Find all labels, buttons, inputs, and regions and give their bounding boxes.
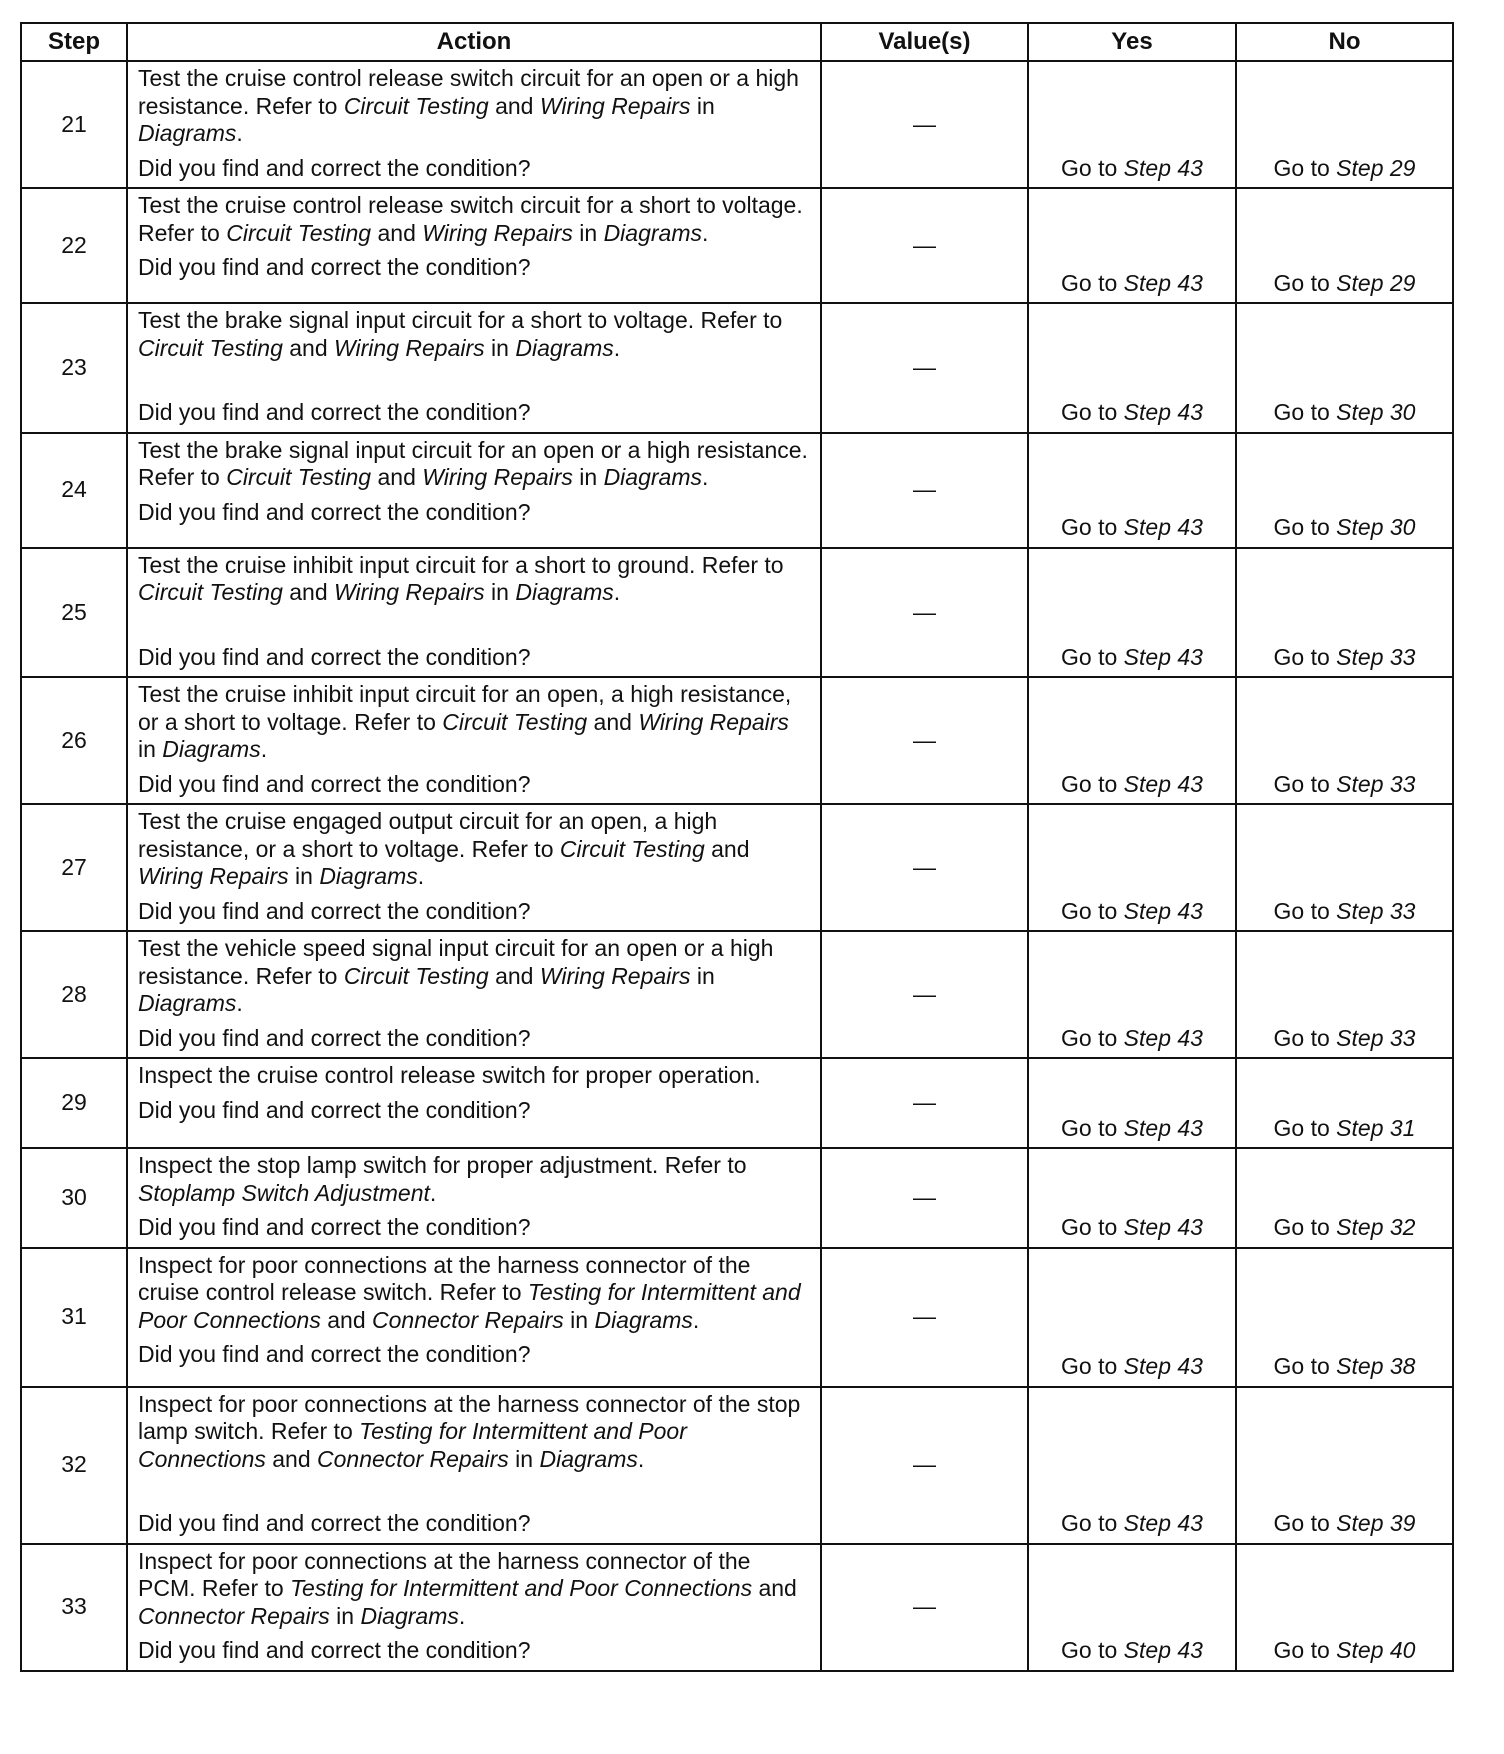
yes-cell (1028, 303, 1236, 433)
action-cell (127, 61, 821, 188)
yes-cell (1028, 677, 1236, 804)
yes-goto-text: Go to (1061, 269, 1124, 296)
action-text: Test the cruise control release switch circuit for a short to voltage. Refer to (138, 192, 803, 246)
action-question: Did you find and correct the condition? (138, 1637, 531, 1663)
yes-step-reference: Step 43 (1123, 1114, 1203, 1141)
header-step: Step (21, 23, 127, 61)
header-row (21, 23, 1453, 61)
step-number: 33 (21, 1544, 127, 1671)
action-text: and (488, 962, 540, 989)
yes-cell (1028, 433, 1236, 548)
action-text: in (690, 92, 715, 119)
no-step-reference: Step 31 (1336, 1114, 1416, 1141)
yes-goto-text: Go to (1061, 1353, 1124, 1379)
value-cell: — (821, 931, 1028, 1058)
action-question: Did you find and correct the condition? (138, 1096, 531, 1123)
action-text: in (484, 334, 516, 361)
reference-text: Wiring Repairs (539, 962, 691, 989)
reference-text: Wiring Repairs (422, 219, 573, 246)
action-text: and (488, 92, 540, 119)
action-question: Did you find and correct the condition? (138, 1214, 531, 1240)
reference-text: Diagrams (162, 736, 261, 762)
yes-cell (1028, 548, 1236, 678)
no-cell (1236, 1387, 1453, 1544)
no-cell (1236, 1148, 1453, 1248)
reference-text: Testing for Intermittent and Poor Connections (290, 1575, 753, 1601)
no-cell (1236, 1058, 1453, 1148)
step-number: 28 (21, 931, 127, 1058)
table-row (21, 548, 1453, 678)
yes-goto-text: Go to (1061, 643, 1124, 670)
action-text: in (690, 962, 715, 989)
action-question: Did you find and correct the condition? (138, 1341, 531, 1367)
yes-step-reference: Step 43 (1123, 1353, 1203, 1379)
action-text: and (282, 579, 335, 605)
action-question: Did you find and correct the condition? (138, 770, 531, 797)
no-step-reference: Step 33 (1336, 897, 1416, 924)
step-number: 22 (21, 188, 127, 303)
action-description (138, 1152, 810, 1207)
yes-cell (1028, 1058, 1236, 1148)
reference-text: Circuit Testing (226, 219, 372, 246)
table-row (21, 61, 1453, 188)
reference-text: Wiring Repairs (334, 579, 485, 605)
yes-goto-text: Go to (1061, 1637, 1124, 1663)
reference-text: Wiring Repairs (638, 708, 789, 735)
value-cell: — (821, 303, 1028, 433)
header-yes: Yes (1028, 23, 1236, 61)
action-description (138, 552, 810, 607)
no-step-reference: Step 40 (1336, 1637, 1416, 1663)
value-cell: — (821, 188, 1028, 303)
no-step-reference: Step 38 (1336, 1353, 1416, 1379)
action-text: . (701, 219, 709, 246)
step-number: 24 (21, 433, 127, 548)
yes-cell (1028, 188, 1236, 303)
no-cell (1236, 433, 1453, 548)
action-description (138, 935, 810, 1018)
yes-goto-text: Go to (1061, 897, 1124, 924)
yes-step-reference: Step 43 (1123, 1637, 1203, 1663)
reference-text: Wiring Repairs (422, 464, 573, 490)
value-cell: — (821, 1148, 1028, 1248)
no-cell (1236, 931, 1453, 1058)
action-question: Did you find and correct the condition? (138, 1510, 531, 1536)
action-description (138, 307, 810, 362)
no-cell (1236, 1248, 1453, 1387)
table-row (21, 931, 1453, 1058)
yes-goto-text: Go to (1061, 1510, 1124, 1536)
action-text: . (637, 1445, 645, 1472)
action-text: Test the brake signal input circuit for an open or a high resistance. Refer to (138, 436, 808, 490)
no-goto-text: Go to (1273, 643, 1337, 670)
action-text: . (613, 579, 621, 605)
reference-text: Diagrams (360, 1602, 459, 1629)
no-step-reference: Step 30 (1336, 399, 1416, 425)
action-text: in (508, 1445, 540, 1472)
no-cell (1236, 188, 1453, 303)
yes-step-reference: Step 43 (1123, 897, 1203, 924)
yes-step-reference: Step 43 (1123, 269, 1203, 296)
no-cell (1236, 1544, 1453, 1671)
reference-text: Diagrams (515, 579, 614, 605)
yes-step-reference: Step 43 (1123, 1214, 1203, 1240)
action-cell (127, 1148, 821, 1248)
value-cell: — (821, 433, 1028, 548)
action-text: . (417, 863, 425, 889)
action-text: . (429, 1179, 437, 1206)
spacer (138, 607, 810, 637)
action-text: and (704, 835, 750, 862)
no-goto-text: Go to (1273, 897, 1337, 924)
reference-text: Connector Repairs (372, 1306, 564, 1333)
no-goto-text: Go to (1273, 269, 1337, 296)
table-body (21, 61, 1453, 1671)
action-cell (127, 188, 821, 303)
reference-text: Circuit Testing (442, 708, 588, 735)
action-text: in (138, 736, 163, 762)
reference-text: Connector Repairs (138, 1602, 330, 1629)
reference-text: Wiring Repairs (334, 334, 485, 361)
yes-step-reference: Step 43 (1123, 399, 1203, 425)
table-row (21, 303, 1453, 433)
yes-cell (1028, 804, 1236, 931)
yes-goto-text: Go to (1061, 770, 1124, 797)
reference-text: Diagrams (515, 334, 614, 361)
spacer (138, 362, 810, 392)
no-goto-text: Go to (1273, 1024, 1337, 1051)
reference-text: Wiring Repairs (539, 92, 691, 119)
header-values: Value(s) (821, 23, 1028, 61)
action-text: and (371, 464, 423, 490)
action-description (138, 192, 810, 247)
yes-cell (1028, 1148, 1236, 1248)
action-text: Inspect the cruise control release switch for proper operation. (138, 1062, 761, 1088)
table-row (21, 677, 1453, 804)
yes-goto-text: Go to (1061, 514, 1124, 540)
action-question: Did you find and correct the condition? (138, 897, 531, 924)
no-cell (1236, 303, 1453, 433)
action-text: in (572, 219, 604, 246)
step-number: 25 (21, 548, 127, 678)
action-description (138, 65, 810, 148)
reference-text: Diagrams (138, 120, 237, 146)
action-cell (127, 1248, 821, 1387)
table-row (21, 1148, 1453, 1248)
action-text: in (329, 1602, 361, 1629)
reference-text: Diagrams (603, 464, 702, 490)
value-cell: — (821, 61, 1028, 188)
no-goto-text: Go to (1273, 154, 1337, 181)
no-cell (1236, 61, 1453, 188)
action-text: . (613, 334, 621, 361)
action-text: and (320, 1306, 372, 1333)
action-cell (127, 548, 821, 678)
value-cell: — (821, 677, 1028, 804)
reference-text: Diagrams (594, 1306, 693, 1333)
action-question: Did you find and correct the condition? (138, 643, 531, 670)
action-text: in (288, 863, 320, 889)
yes-cell (1028, 1544, 1236, 1671)
action-text: Test the cruise control release switch circuit for an open or a high resistance. Refer to (138, 65, 799, 119)
action-cell (127, 433, 821, 548)
reference-text: Testing for Intermittent and Poor Connections (138, 1279, 801, 1333)
action-text: Inspect for poor connections at the harness connector of the cruise control release switch. Refer to (138, 1251, 751, 1305)
action-text: . (692, 1306, 700, 1333)
no-step-reference: Step 39 (1336, 1510, 1416, 1536)
action-cell (127, 804, 821, 931)
yes-goto-text: Go to (1061, 1024, 1124, 1051)
action-description (138, 1062, 810, 1090)
reference-text: Connector Repairs (317, 1445, 509, 1472)
reference-text: Stoplamp Switch Adjustment (138, 1179, 430, 1206)
diagnostic-table (20, 22, 1454, 1672)
yes-cell (1028, 1248, 1236, 1387)
header-action: Action (127, 23, 821, 61)
action-question: Did you find and correct the condition? (138, 254, 531, 280)
action-text: Test the vehicle speed signal input circuit for an open or a high resistance. Refer to (138, 935, 774, 989)
table-row (21, 1248, 1453, 1387)
action-text: in (484, 579, 516, 605)
table-row (21, 188, 1453, 303)
action-text: Test the cruise engaged output circuit for an open, a high resistance, or a short to voltage. Refer to (138, 808, 718, 862)
action-question: Did you find and correct the condition? (138, 1024, 531, 1051)
step-number: 32 (21, 1387, 127, 1544)
table-row (21, 1544, 1453, 1671)
no-goto-text: Go to (1273, 514, 1337, 540)
no-goto-text: Go to (1273, 399, 1337, 425)
action-question: Did you find and correct the condition? (138, 154, 531, 181)
value-cell: — (821, 1387, 1028, 1544)
no-goto-text: Go to (1273, 1114, 1337, 1141)
yes-goto-text: Go to (1061, 1114, 1124, 1141)
step-number: 26 (21, 677, 127, 804)
value-cell: — (821, 1058, 1028, 1148)
no-step-reference: Step 29 (1336, 269, 1416, 296)
action-cell (127, 303, 821, 433)
action-text: and (265, 1445, 318, 1472)
action-cell (127, 1387, 821, 1544)
table-row (21, 1058, 1453, 1148)
action-text: . (701, 464, 709, 490)
reference-text: Diagrams (539, 1445, 638, 1472)
action-text: . (458, 1602, 466, 1629)
value-cell: — (821, 804, 1028, 931)
reference-text: Diagrams (319, 863, 418, 889)
step-number: 27 (21, 804, 127, 931)
yes-step-reference: Step 43 (1123, 514, 1203, 540)
reference-text: Testing for Intermittent and Poor Connections (138, 1418, 687, 1472)
no-step-reference: Step 30 (1336, 514, 1416, 540)
action-text: and (282, 334, 335, 361)
step-number: 21 (21, 61, 127, 188)
action-text: Test the brake signal input circuit for a short to voltage. Refer to (138, 307, 783, 333)
header-no: No (1236, 23, 1453, 61)
reference-text: Circuit Testing (343, 92, 489, 119)
reference-text: Wiring Repairs (138, 863, 289, 889)
action-cell (127, 1544, 821, 1671)
yes-step-reference: Step 43 (1123, 770, 1203, 797)
reference-text: Diagrams (138, 990, 237, 1016)
action-text: Test the cruise inhibit input circuit for a short to ground. Refer to (138, 551, 784, 578)
action-description (138, 1252, 810, 1335)
no-step-reference: Step 33 (1336, 643, 1416, 670)
reference-text: Circuit Testing (559, 835, 705, 862)
yes-cell (1028, 931, 1236, 1058)
table-row (21, 433, 1453, 548)
step-number: 23 (21, 303, 127, 433)
reference-text: Circuit Testing (138, 579, 283, 605)
step-number: 30 (21, 1148, 127, 1248)
no-cell (1236, 548, 1453, 678)
action-description (138, 808, 810, 891)
action-description (138, 437, 810, 492)
yes-goto-text: Go to (1061, 154, 1124, 181)
action-question: Did you find and correct the condition? (138, 399, 531, 425)
action-description (138, 1548, 810, 1631)
yes-cell (1028, 1387, 1236, 1544)
spacer (138, 1473, 810, 1503)
value-cell: — (821, 1248, 1028, 1387)
reference-text: Diagrams (603, 219, 702, 246)
step-number: 29 (21, 1058, 127, 1148)
reference-text: Circuit Testing (226, 464, 372, 490)
action-description (138, 681, 810, 764)
action-text: . (236, 990, 243, 1016)
no-goto-text: Go to (1273, 770, 1337, 797)
action-text: and (587, 708, 639, 735)
action-cell (127, 1058, 821, 1148)
step-number: 31 (21, 1248, 127, 1387)
value-cell: — (821, 548, 1028, 678)
action-cell (127, 677, 821, 804)
action-text: and (371, 219, 423, 246)
no-goto-text: Go to (1273, 1353, 1337, 1379)
action-text: Inspect the stop lamp switch for proper adjustment. Refer to (138, 1152, 747, 1178)
action-cell (127, 931, 821, 1058)
action-text: in (563, 1306, 595, 1333)
action-text: Inspect for poor connections at the harness connector of the PCM. Refer to (138, 1547, 751, 1601)
reference-text: Circuit Testing (138, 334, 283, 361)
no-step-reference: Step 32 (1336, 1214, 1416, 1240)
no-step-reference: Step 33 (1336, 770, 1416, 797)
action-description (138, 1391, 810, 1474)
action-text: . (236, 120, 243, 146)
yes-cell (1028, 61, 1236, 188)
no-cell (1236, 677, 1453, 804)
reference-text: Circuit Testing (343, 962, 489, 989)
yes-goto-text: Go to (1061, 1214, 1124, 1240)
no-cell (1236, 804, 1453, 931)
no-goto-text: Go to (1273, 1637, 1337, 1663)
yes-step-reference: Step 43 (1123, 154, 1203, 181)
action-text: Test the cruise inhibit input circuit for an open, a high resistance, or a short to voltage. Refer to (138, 681, 792, 735)
action-question: Did you find and correct the condition? (138, 498, 531, 525)
yes-step-reference: Step 43 (1123, 1510, 1203, 1536)
yes-step-reference: Step 43 (1123, 643, 1203, 670)
yes-step-reference: Step 43 (1123, 1024, 1203, 1051)
yes-goto-text: Go to (1061, 399, 1124, 425)
table-row (21, 804, 1453, 931)
action-text: in (572, 464, 604, 490)
no-goto-text: Go to (1273, 1510, 1337, 1536)
table-row (21, 1387, 1453, 1544)
action-text: Inspect for poor connections at the harness connector of the stop lamp switch. Refer to (138, 1390, 801, 1444)
action-text: . (260, 736, 268, 762)
no-step-reference: Step 33 (1336, 1024, 1416, 1051)
action-text: and (752, 1575, 797, 1601)
no-goto-text: Go to (1273, 1214, 1337, 1240)
no-step-reference: Step 29 (1336, 154, 1416, 181)
value-cell: — (821, 1544, 1028, 1671)
